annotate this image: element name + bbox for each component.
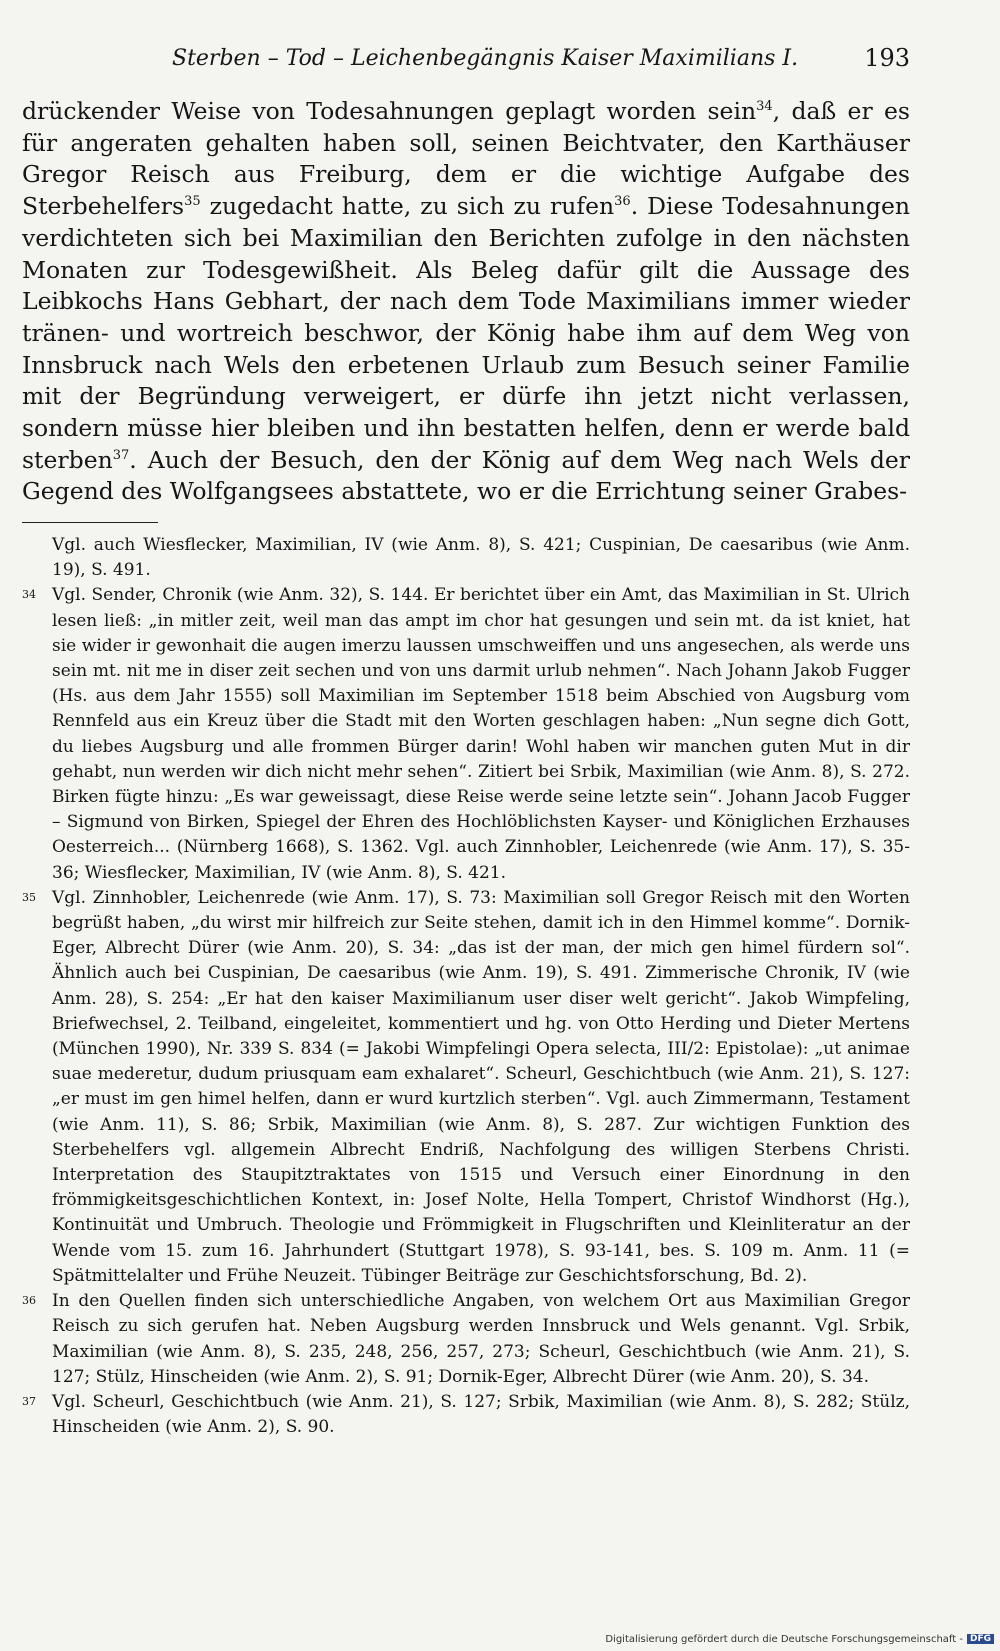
footnote-36 [22,1289,910,1390]
footnote-text: Vgl. auch Wiesflecker, Maximilian, IV (wie Anm. 8), S. 421; Cuspinian, De caesaribus (wie Anm. 19), S. 491. [52,535,910,581]
footnote-number: 36 [22,1294,36,1308]
footnote-continuation [22,533,910,583]
body-text-segment: . Auch der Besuch, den der König auf dem Weg nach Wels der Gegend des Wolfgangsees abstattete, wo er die Errichtung seiner Grabes- [22,445,910,506]
footnote-text: Vgl. Sender, Chronik (wie Anm. 32), S. 144. Er berichtet über ein Amt, das Maximilian in St. Ulrich lesen ließ: „in mitler zeit, weil man das ampt im chor hat gesungen und sein mt. da ist kniet, hat sie wider ir gewonhait die augen imerzu laussen umschweiffen und uns angesechen, als werde uns sein mt. nit me in diser zeit sechen und von uns darmit urlub nehmen“. Nach Johann Jakob Fugger (Hs. aus dem Jahr 1555) soll Maximilian im September 1518 beim Abschied von Augsburg vom Rennfeld aus ein Kreuz über die Stadt mit den Worten geschlagen haben: „Nun segne dich Gott, du liebes Augsburg und alle frommen Bürger darin! Wohl haben wir manchen guten Mut in dir gehabt, nun werden wir dich nicht mehr sehen“. Zitiert bei Srbik, Maximilian (wie Anm. 8), S. 272. Birken fügte hinzu: „Es war geweissagt, diese Reise werde seine letzte sein“. Johann Jacob Fugger – Sigmund von Birken, Spiegel der Ehren des Hochlöblichsten Kayser- und Königlichen Erzhauses Oesterreich... (Nürnberg 1668), S. 1362. Vgl. auch Zinnhobler, Leichenrede (wie Anm. 17), S. 35-36; Wiesflecker, Maximilian, IV (wie Anm. 8), S. 421. [52,585,910,883]
footnote-ref-35: 35 [184,194,201,210]
footnote-number: 34 [22,588,36,602]
footnote-number: 35 [22,890,36,904]
footnote-number: 37 [22,1394,36,1408]
main-text [22,96,910,508]
footnote-text: Vgl. Scheurl, Geschichtbuch (wie Anm. 21), S. 127; Srbik, Maximilian (wie Anm. 8), S. 282; Stülz, Hinscheiden (wie Anm. 2), S. 90. [52,1391,910,1438]
body-text-segment: , daß er es für angeraten gehalten haben soll, seinen Beichtvater, den Karthäuser Gregor Reisch aus Freiburg, dem er die wichtige Aufgabe des Sterbehelfers [22,97,910,221]
funding-note [605,1634,994,1645]
footnotes [22,533,910,1440]
dfg-logo: DFG [967,1634,994,1644]
footnote-ref-36: 36 [614,194,631,210]
running-title: Sterben – Tod – Leichenbegängnis Kaiser Maximilians I. [172,46,799,71]
footnote-37 [22,1390,910,1440]
body-text-segment: . Diese Todesahnungen verdichteten sich bei Maximilian den Berichten zufolge in den nächsten Monaten zur Todesgewißheit. Als Beleg dafür gilt die Aussage des Leibkochs Hans Gebhart, der nach dem Tode Maximilians immer wieder tränen- und wortreich beschwor, der König habe ihm auf dem Weg von Innsbruck nach Wels den erbetenen Urlaub zum Besuch seiner Familie mit der Begründung verweigert, er dürfe ihn jetzt nicht verlassen, sondern müsse hier bleiben und ihn bestatten helfen, denn er werde bald sterben [22,192,910,474]
footnote-34 [22,583,910,885]
footnote-35 [22,886,910,1289]
page-number: 193 [864,44,910,72]
footnote-ref-37: 37 [112,447,130,463]
body-text-segment: drückender Weise von Todesahnungen geplagt worden sein [22,97,757,125]
footnote-text: In den Quellen finden sich unterschiedliche Angaben, von welchem Ort aus Maximilian Gregor Reisch zu sich gerufen hat. Neben Augsburg werden Innsbruck und Wels genannt. Vgl. Srbik, Maximilian (wie Anm. 8), S. 235, 248, 256, 257, 273; Scheurl, Geschichtbuch (wie Anm. 21), S. 127; Stülz, Hinscheiden (wie Anm. 2), S. 91; Dornik-Eger, Albrecht Dürer (wie Anm. 20), S. 34. [52,1291,910,1387]
footnote-ref-34: 34 [756,99,773,114]
body-text-segment: zugedacht hatte, zu sich zu rufen [200,192,615,221]
footnote-text: Vgl. Zinnhobler, Leichenrede (wie Anm. 17), S. 73: Maximilian soll Gregor Reisch mit den Worten begrüßt haben, „du wirst mir hilfreich zur Seite stehen, damit ich in den Himmel komme“. Dornik-Eger, Albrecht Dürer (wie Anm. 20), S. 34: „das ist der man, der mich gen himel fürdern sol“. Ähnlich auch bei Cuspinian, De caesaribus (wie Anm. 19), S. 491. Zimmerische Chronik, IV (wie Anm. 28), S. 254: „Er hat den kaiser Maximilianum user diser welt gericht“. Jakob Wimpfeling, Briefwechsel, 2. Teilband, eingeleitet, kommentiert und hg. von Otto Herding und Dieter Mertens (München 1990), Nr. 339 S. 834 (= Jakobi Wimpfelingi Opera selecta, III/2: Epistolae): „ut animae suae mederetur, dudum priusquam eam exhalaret“. Scheurl, Geschichtbuch (wie Anm. 21), S. 127: „er must im gen himel helfen, dann er wurd kurtzlich sterben“. Vgl. auch Zimmermann, Testament (wie Anm. 11), S. 86; Srbik, Maximilian (wie Anm. 8), S. 287. Zur wichtigen Funktion des Sterbehelfers vgl. allgemein Albrecht Endriß, Nachfolgung des willigen Sterbens Christi. Interpretation des Staupitztraktates von 1515 und Versuch einer Einordnung in den frömmigkeitsgeschichtlichen Kontext, in: Josef Nolte, Hella Tompert, Christof Windhorst (Hg.), Kontinuität und Umbruch. Theologie und Frömmigkeit in Flugschriften und Kleinliteratur an der Wende vom 15. zum 16. Jahrhundert (Stuttgart 1978), S. 93-141, bes. S. 109 m. Anm. 11 (= Spätmittelalter und Frühe Neuzeit. Tübinger Beiträge zur Geschichtsforschung, Bd. 2). [52,887,910,1286]
running-head [22,46,910,86]
body-paragraph [22,96,910,508]
funding-text: Digitalisierung gefördert durch die Deutsche Forschungsgemeinschaft - [605,1634,963,1645]
footnote-rule [22,522,158,523]
